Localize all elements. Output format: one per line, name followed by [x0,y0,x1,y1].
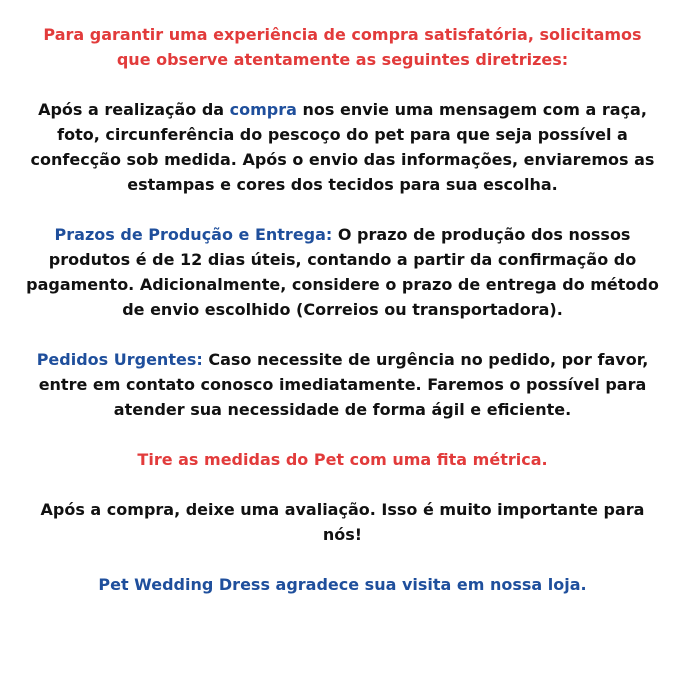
measure-note: Tire as medidas do Pet com uma fita métrica. [137,450,548,469]
order-text-before: Após a realização da [38,100,230,119]
urgent-section [20,347,665,422]
urgent-text: Caso necessite de urgência no pedido, por favor, entre em contato conosco imediatamente. Faremos o possível para atender sua necessidade de forma ágil e eficiente. [38,350,649,419]
deadlines-label: Prazos de Produção e Entrega: [54,225,333,244]
deadlines-text: O prazo de produção dos nossos produtos é de 12 dias úteis, contando a partir da confirmação do pagamento. Adicionalmente, considere o prazo de entrega do método de envio escolhido (Correios ou transportadora). [26,225,659,319]
order-text-after: nos envie uma mensagem com a raça, foto, circunferência do pescoço do pet para que seja possível a confecção sob medida. Após o envio das informações, enviaremos as estampas e cores dos tecidos para sua escolha. [30,100,655,194]
urgent-label: Pedidos Urgentes: [36,350,203,369]
order-instructions [20,97,665,197]
intro-heading: Para garantir uma experiência de compra satisfatória, solicitamos que observe atentamente as seguintes diretrizes: [43,25,642,69]
review-note: Após a compra, deixe uma avaliação. Isso é muito importante para nós! [40,500,645,544]
deadlines-section [20,222,665,322]
order-highlight: compra [229,100,297,119]
thanks-message: Pet Wedding Dress agradece sua visita em nossa loja. [98,575,587,594]
